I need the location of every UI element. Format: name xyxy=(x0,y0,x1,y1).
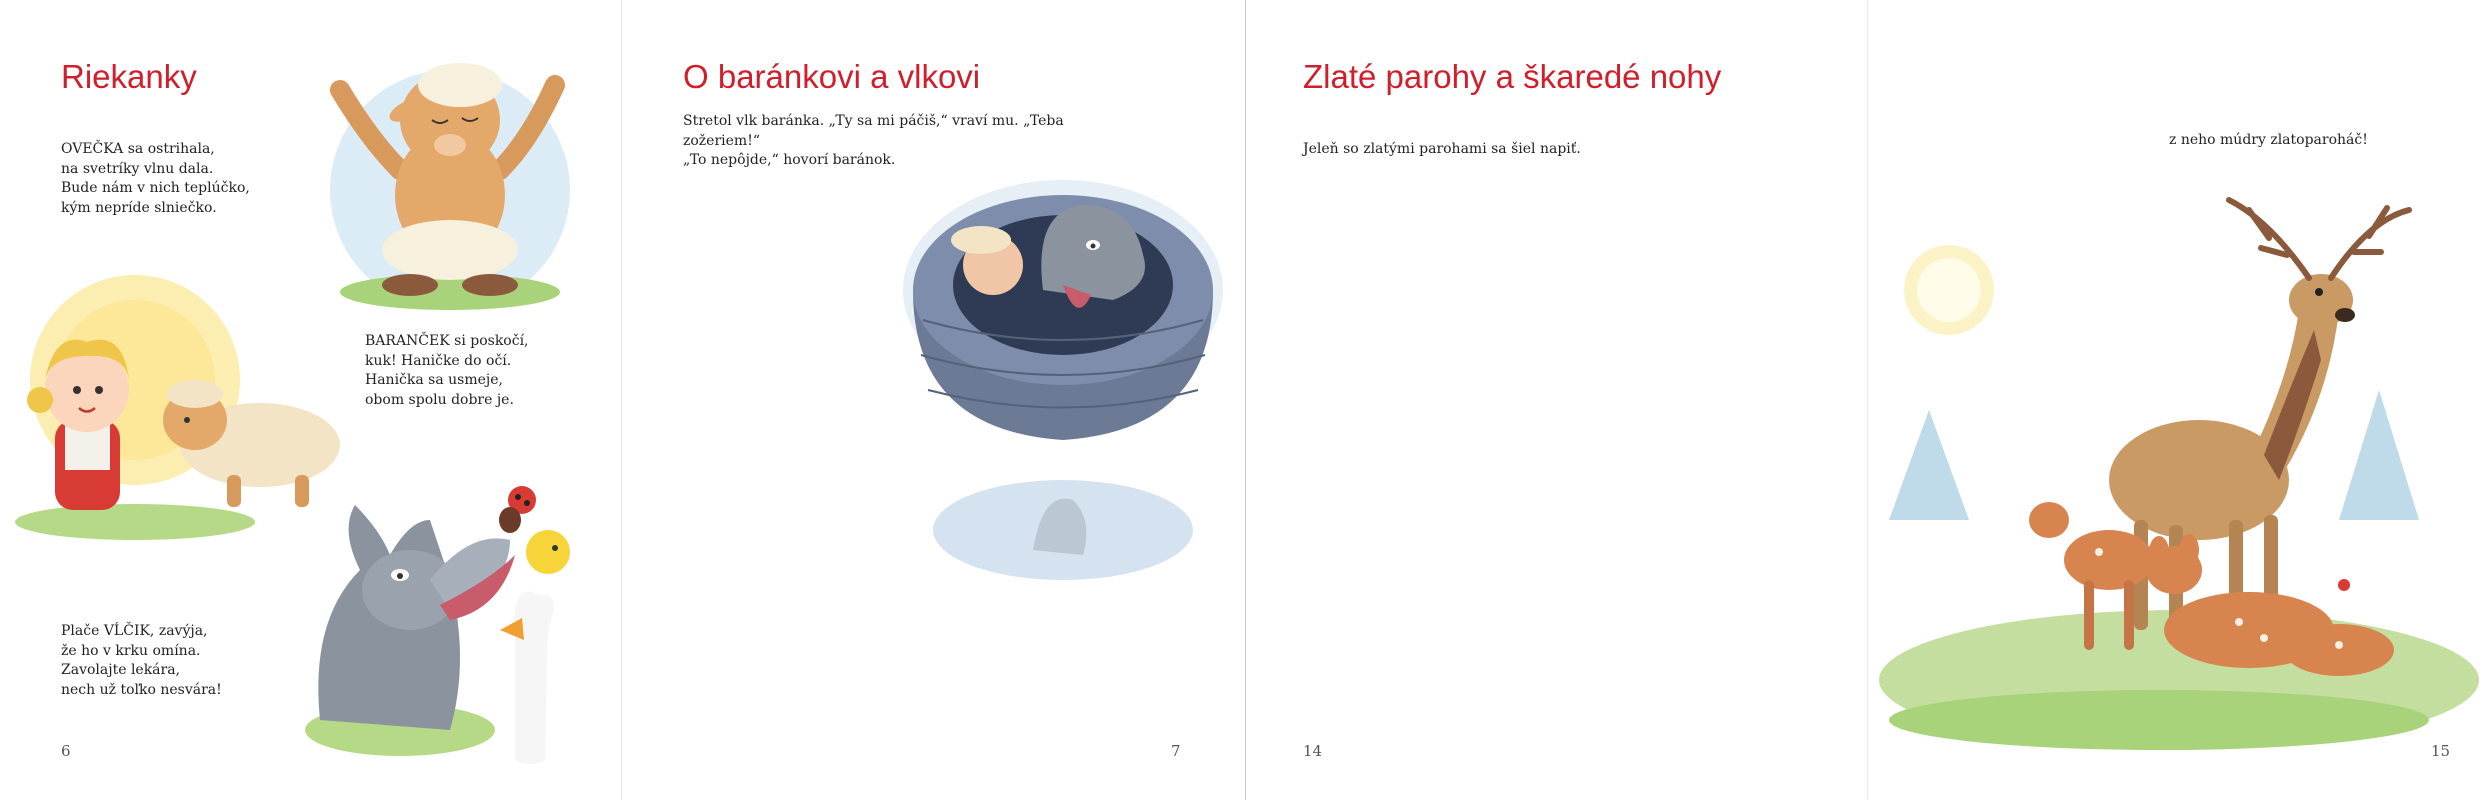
page-7 xyxy=(623,0,1245,800)
verse-vlcik: Plače VĹČIK, zavýja, že ho v krku omína. Zavolajte lekára, nech už toľko nesvára! xyxy=(61,623,222,698)
page-title: Riekanky xyxy=(61,58,197,95)
page-14 xyxy=(1246,0,1868,800)
story-text: Stretol vlk baránka. „Ty sa mi páčiš,“ vraví mu. „Teba zožeriem!“ „To nepôjde,“ hovorí baránok. xyxy=(683,113,1064,168)
well-illustration xyxy=(893,170,1233,590)
deer-illustration xyxy=(1869,160,2489,750)
page-number: 15 xyxy=(2431,742,2451,760)
page-number: 14 xyxy=(1303,742,1323,760)
story-text-end: z neho múdry zlatoparoháč! xyxy=(2169,132,2368,148)
page-15 xyxy=(1869,0,2490,800)
story-text: Jeleň so zlatými parohami sa šiel napiť. xyxy=(1303,141,1581,157)
verse-ovecka: OVEČKA sa ostrihala, na svetríky vlnu dala. Bude nám v nich teplúčko, kým nepríde slniečko. xyxy=(61,141,250,216)
page-number: 6 xyxy=(61,742,71,760)
page-title: Zlaté parohy a škaredé nohy xyxy=(1303,58,1722,95)
page-title: O baránkovi a vlkovi xyxy=(683,58,981,95)
verse-baranček: BARANČEK si poskočí, kuk! Haničke do očí. Hanička sa usmeje, obom spolu dobre je. xyxy=(365,333,529,408)
wolf-illustration xyxy=(300,460,600,770)
page-number: 7 xyxy=(1171,742,1181,760)
right-spread xyxy=(1245,0,2490,800)
page-6 xyxy=(0,0,622,800)
